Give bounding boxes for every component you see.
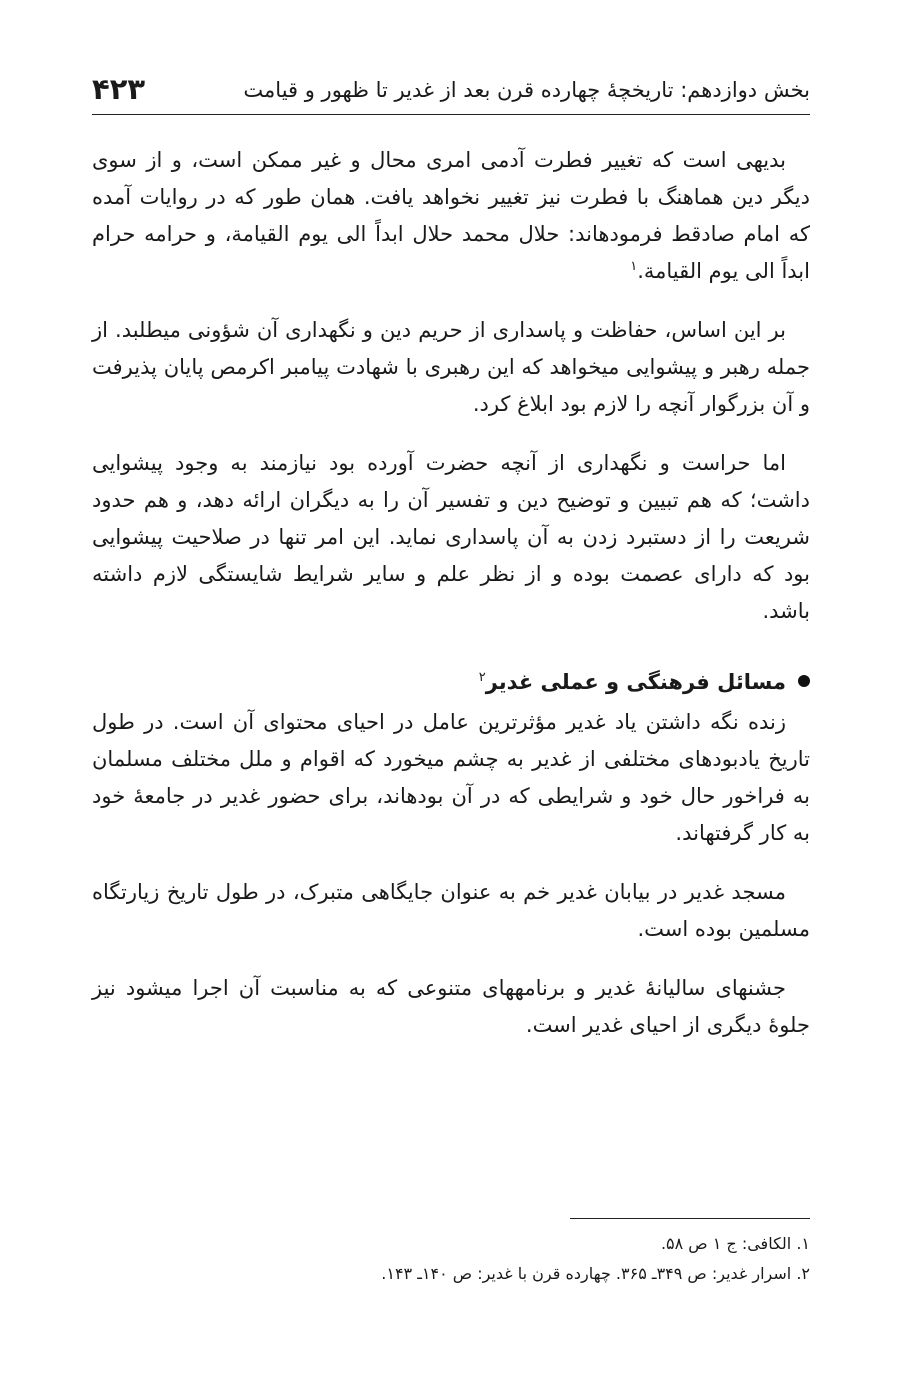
paragraph-text: بر این اساس، حفاظت و پاسداری از حریم دین و نگهداری آن شؤونی میطلبد. از جمله رهبر و پیشوایی میخواهد که این رهبری با شهادت پیامبر اکرمص پایان پذیرفت و آن بزرگوار آنچه را لازم بود ابلاغ کرد.: [92, 318, 810, 416]
paragraph-text: مسجد غدیر در بیابان غدیر خم به عنوان جایگاهی متبرک، در طول تاریخ زیارتگاه مسلمین بوده است.: [92, 880, 810, 941]
paragraph-text: اما حراست و نگهداری از آنچه حضرت آورده بود نیازمند به وجود پیشوایی داشت؛ که هم تبیین و توضیح دین و تفسیر آن را به دیگران ارائه دهد، و هم حدود شریعت را از دستبرد زدن به آن پاسداری نماید. این امر تنها در صلاحیت پیشوایی بود که دارای عصمت بوده و از نظر علم و سایر شرایط شایستگی لازم داشته باشد.: [92, 451, 810, 623]
running-title: بخش دوازدهم: تاریخچهٔ چهارده قرن بعد از غدیر تا ظهور و قیامت: [243, 78, 810, 102]
book-page: [92, 0, 810, 1390]
page-header: [92, 70, 810, 115]
paragraph: [92, 970, 810, 1044]
section-heading: [92, 664, 810, 700]
paragraph: [92, 312, 810, 423]
section-heading-text: مسائل فرهنگی و عملی غدیر: [485, 670, 786, 694]
paragraph: [92, 704, 810, 852]
footnote-item: ۲. اسرار غدیر: ص ۳۴۹ـ ۳۶۵. چهارده قرن با غدیر: ص ۱۴۰ـ ۱۴۳.: [381, 1264, 810, 1283]
footnote-ref: ۲: [478, 670, 486, 685]
bullet-icon: [798, 675, 810, 687]
footnotes: [92, 1218, 810, 1289]
footnote-divider: [570, 1218, 810, 1219]
paragraph-text: جشنهای سالیانهٔ غدیر و برنامههای متنوعی که به مناسبت آن اجرا میشود نیز جلوهٔ دیگری از احیای غدیر است.: [92, 976, 810, 1037]
footnote-ref: ۱: [630, 259, 638, 274]
paragraph-text: زنده نگه داشتن یاد غدیر مؤثرترین عامل در احیای محتوای آن است. در طول تاریخ یادبودهای مختلفی از غدیر به چشم میخورد که اقوام و ملل مختلف مسلمان به فراخور حال خود و شرایطی که در آن بودهاند، برای حضور غدیر در جامعهٔ خود به کار گرفتهاند.: [92, 710, 810, 845]
body-text: [92, 142, 810, 1066]
paragraph: [92, 445, 810, 630]
paragraph: [92, 142, 810, 290]
paragraph-text: بدیهی است که تغییر فطرت آدمی امری محال و غیر ممکن است، و از سوی دیگر دین هماهنگ با فطرت نیز تغییر نخواهد یافت. همان طور که در روایات آمده که امام صادقط فرمودهاند: حلال محمد حلال ابداً الی یوم القیامة، و حرامه حرام ابداً الی یوم القیامة.: [92, 148, 810, 283]
page-number: ۴۲۳: [92, 72, 146, 106]
footnote-item: ۱. الکافی: ج ۱ ص ۵۸.: [660, 1234, 810, 1253]
paragraph: [92, 874, 810, 948]
